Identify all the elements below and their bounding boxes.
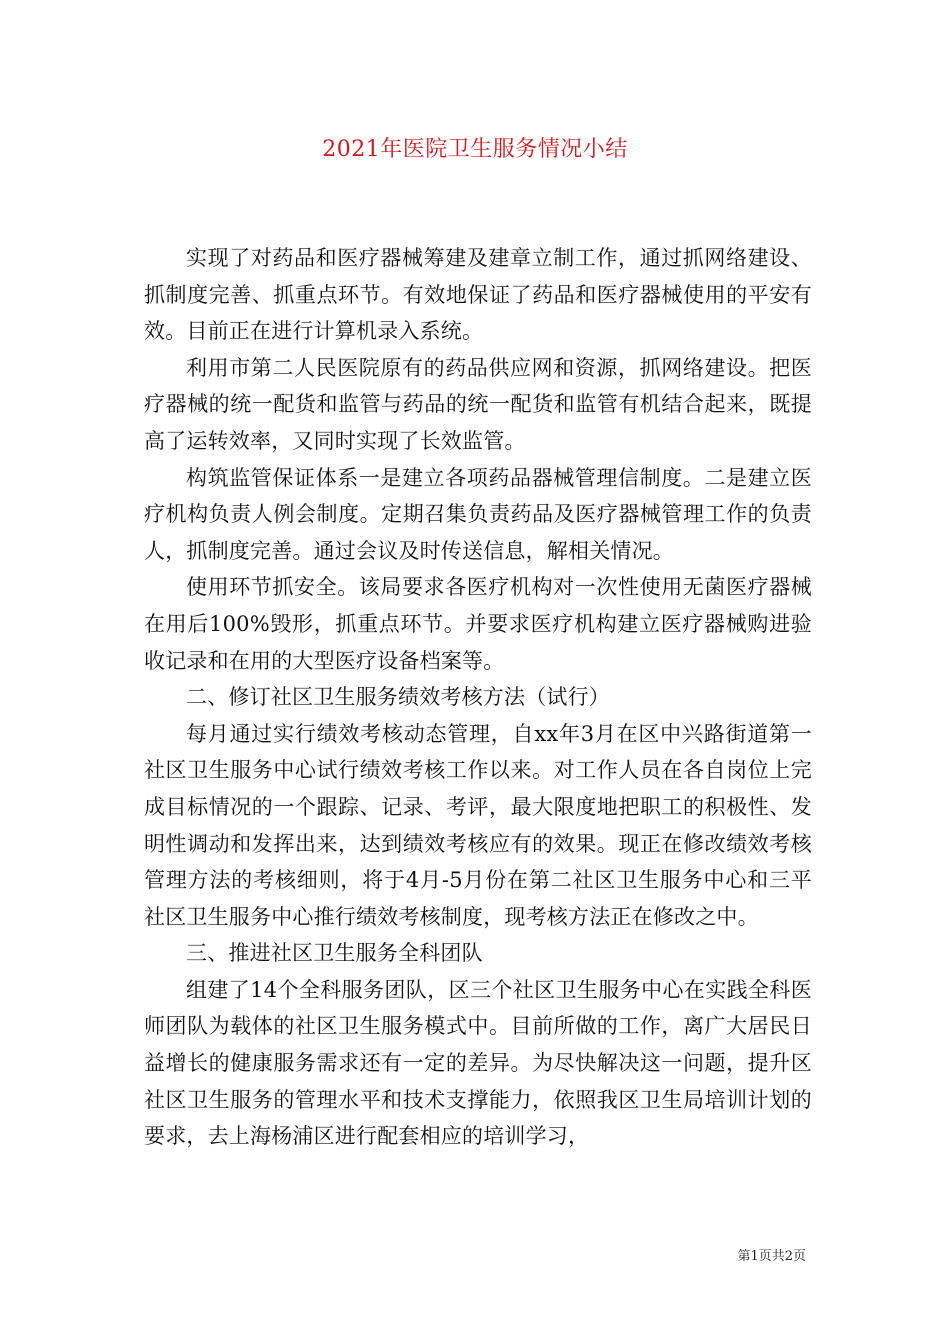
paragraph: 每月通过实行绩效考核动态管理，自xx年3月在区中兴路街道第一社区卫生服务中心试行绩效考核工作以来。对工作人员在各自岗位上完成目标情况的一个跟踪、记录、考评，最大限度地把职工的积极性、发明性调动和发挥出来，达到绩效考核应有的效果。现正在修改绩效考核管理方法的考核细则，将于4月-5月份在第二社区卫生服务中心和三平社区卫生服务中心推行绩效考核制度，现考核方法正在修改之中。 [144,721,812,929]
paragraph: 构筑监管保证体系一是建立各项药品器械管理信制度。二是建立医疗机构负责人例会制度。定期召集负责药品及医疗器械管理工作的负责人，抓制度完善。通过会议及时传送信息，解相关情况。 [144,465,812,563]
section-heading: 二、修订社区卫生服务绩效考核方法（试行） [186,685,610,710]
paragraph: 组建了14个全科服务团队，区三个社区卫生服务中心在实践全科医师团队为载体的社区卫生服务模式中。目前所做的工作，离广大居民日益增长的健康服务需求还有一定的差异。为尽快解决这一问题，提升区社区卫生服务的管理水平和技术支撑能力，依照我区卫生局培训计划的要求，去上海杨浦区进行配套相应的培训学习， [144,977,812,1149]
page-number: 第1页共2页 [737,1249,806,1264]
document-title: 2021年医院卫生服务情况小结 [322,137,628,162]
paragraph: 实现了对药品和医疗器械筹建及建章立制工作，通过抓网络建设、抓制度完善、抓重点环节。有效地保证了药品和医疗器械使用的平安有效。目前正在进行计算机录入系统。 [144,246,812,344]
document-body [144,240,812,1155]
paragraph: 使用环节抓安全。该局要求各医疗机构对一次性使用无菌医疗器械在用后100%毁形，抓重点环节。并要求医疗机构建立医疗器械购进验收记录和在用的大型医疗设备档案等。 [144,575,812,673]
section-heading: 三、推进社区卫生服务全科团队 [186,941,483,966]
paragraph: 利用市第二人民医院原有的药品供应网和资源，抓网络建设。把医疗器械的统一配货和监管与药品的统一配货和监管有机结合起来，既提高了运转效率，又同时实现了长效监管。 [144,355,812,453]
